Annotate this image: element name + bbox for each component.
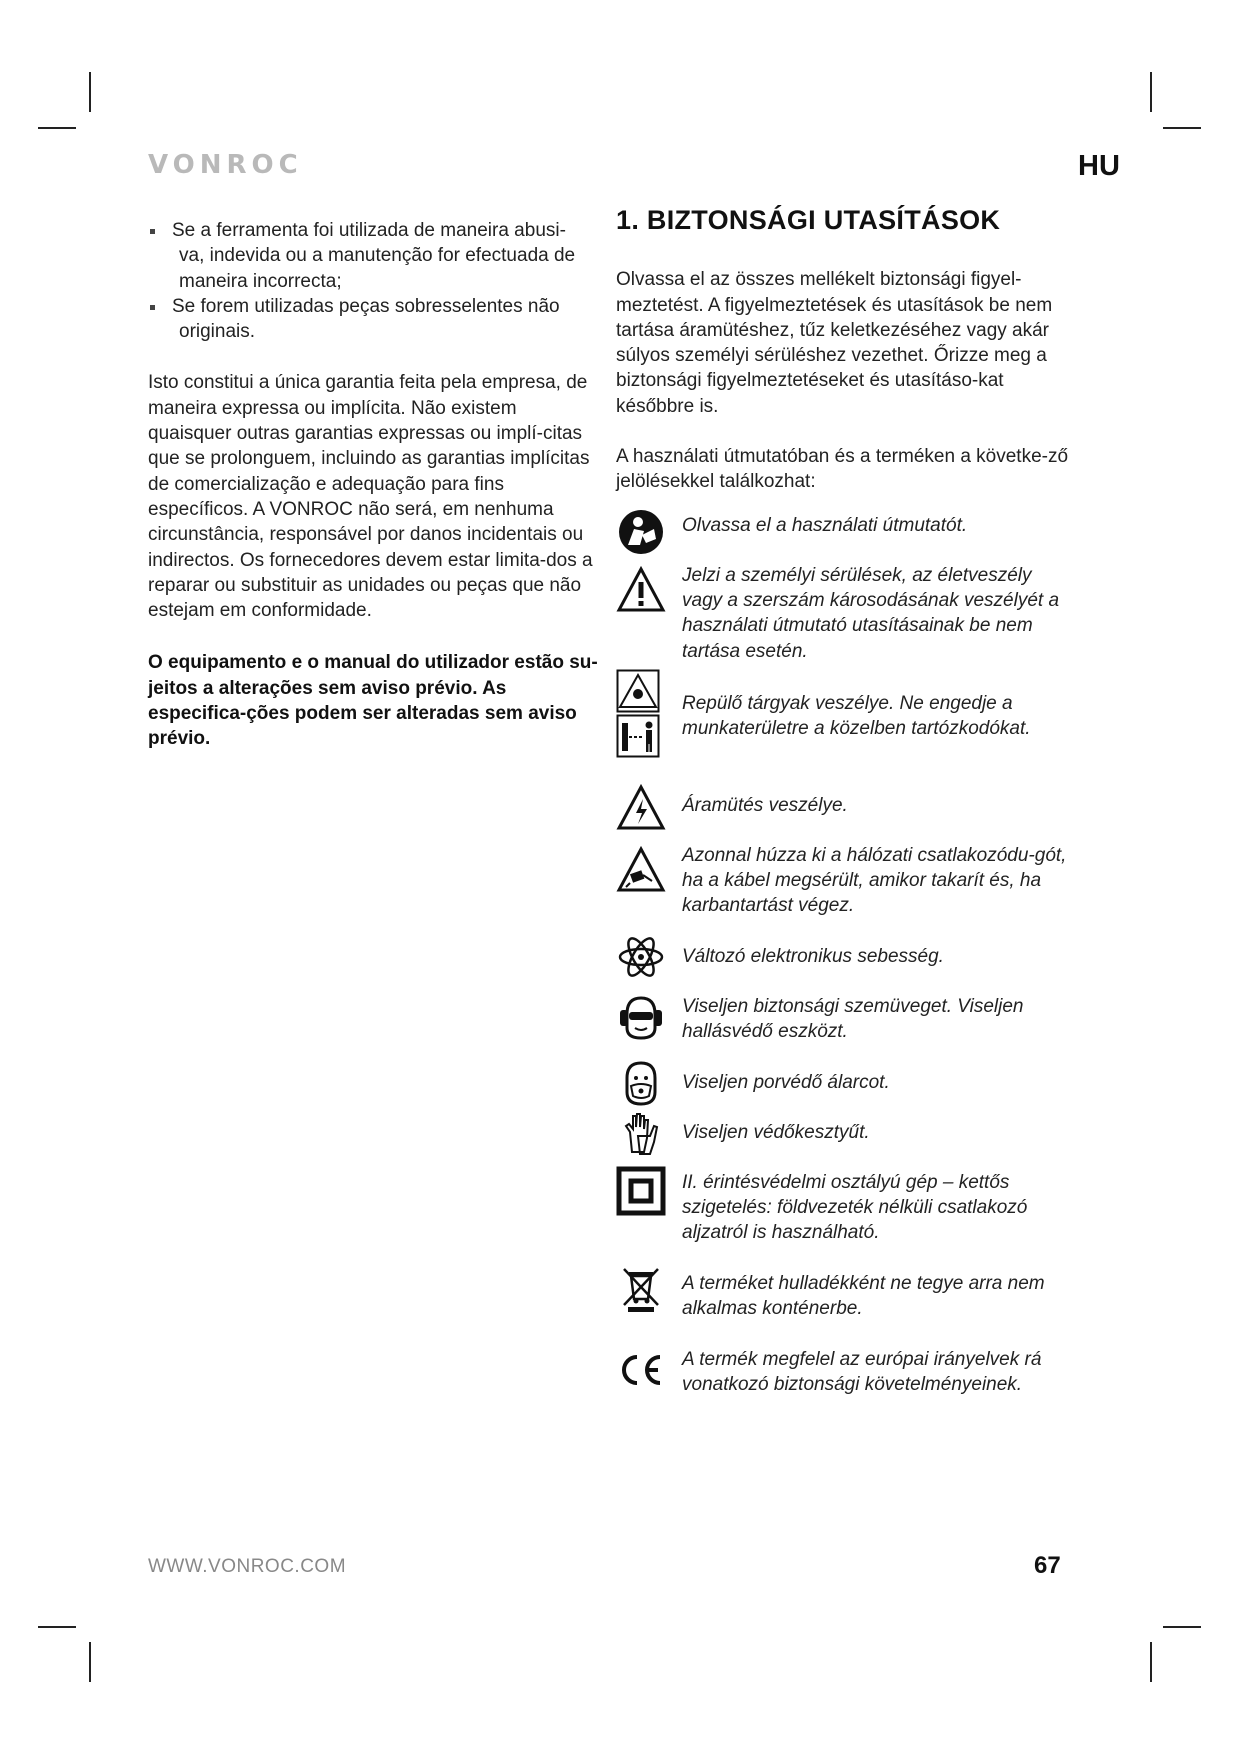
language-code: HU (1078, 150, 1120, 182)
symbol-description: Áramütés veszélye. (682, 794, 848, 816)
bullet-continuation: va, indevida ou a manutenção for efectuada de maneira incorrecta; (179, 245, 576, 292)
bullet-continuation: originais. (179, 321, 256, 343)
intro-paragraph-2: A használati útmutatóban és a terméken a követke-ző jelölésekkel találkozhat: (616, 446, 1069, 493)
goggles-earmuffs-icon (616, 992, 666, 1042)
symbol-description: Jelzi a személyi sérülések, az életveszély vagy a szerszám károsodásának veszélyét a használati útmutató utasításainak be nem tartása esetén. (682, 564, 1060, 662)
page-number: 67 (1034, 1552, 1061, 1579)
crop-mark (38, 127, 76, 129)
symbol-description: Viseljen porvédő álarcot. (682, 1071, 890, 1093)
symbol-description: Változó elektronikus sebesség. (682, 945, 944, 967)
weee-bin-icon (616, 1263, 666, 1313)
crop-mark (1150, 72, 1152, 112)
intro-paragraph: Olvassa el az összes mellékelt biztonsági figyel-meztetést. A figyelmeztetések és utasítások be nem tartása áramütéshez, tűz keletkezéséhez vagy akár súlyos személyi sérüléshez vezethet. Őrizze meg a biztonsági figyelmeztetéseket és utasításo-kat későbbre is. (616, 269, 1053, 417)
brand-logo: VONROC (148, 150, 303, 180)
electric-shock-icon (616, 783, 666, 833)
symbol-description: Azonnal húzza ki a hálózati csatlakozódu-gót, ha a kábel megsérült, amikor takarít és, ha karbantartást végez. (682, 844, 1067, 917)
unplug-icon (616, 845, 666, 895)
symbol-description: A terméket hulladékként ne tegye arra nem alkalmas konténerbe. (682, 1272, 1045, 1319)
change-notice: O equipamento e o manual do utilizador estão su-jeitos a alterações sem aviso prévio. As especifica-ções podem ser alteradas sem aviso prévio. (148, 652, 598, 750)
crop-mark (1163, 127, 1201, 129)
section-title: 1. BIZTONSÁGI UTASÍTÁSOK (616, 205, 1001, 235)
warranty-exclusions-list (148, 218, 598, 344)
warranty-paragraph: Isto constitui a única garantia feita pela empresa, de maneira expressa ou implícita. Não existem quaisquer outras garantias expressas ou implí-citas que se prolonguem, incluindo as garantias implícitas de comercialização e adequação para fins específicos. A VONROC não será, em nenhuma circunstância, responsável por danos incidentais ou indirectos. Os fornecedores devem estar limita-dos a reparar ou substituir as unidades ou peças que não estejam em conformidade. (148, 372, 593, 622)
gloves-icon (616, 1108, 666, 1158)
double-insulation-icon (616, 1166, 666, 1216)
warning-triangle-icon (616, 565, 666, 615)
variable-speed-icon (616, 932, 666, 982)
bullet-line: Se a ferramenta foi utilizada de maneira abusi- (172, 220, 566, 241)
crop-mark (89, 1642, 91, 1682)
symbol-description: Viseljen védőkesztyűt. (682, 1121, 870, 1143)
dust-mask-icon (616, 1058, 666, 1108)
right-column (616, 205, 1076, 1395)
crop-mark (1163, 1626, 1201, 1628)
list-item (148, 218, 598, 294)
symbol-description: Viseljen biztonsági szemüveget. Viseljen hallásvédő eszközt. (682, 995, 1024, 1042)
crop-mark (89, 72, 91, 112)
flying-objects-icon (616, 669, 666, 759)
symbol-description: II. érintésvédelmi osztályú gép – kettős szigetelés: földvezeték nélküli csatlakozó aljzatról is használható. (682, 1171, 1028, 1244)
crop-mark (1150, 1642, 1152, 1682)
symbol-description: Repülő tárgyak veszélye. Ne engedje a munkaterületre a közelben tartózkodókat. (682, 692, 1031, 739)
crop-mark (38, 1626, 76, 1628)
footer-url: WWW.VONROC.COM (148, 1556, 347, 1577)
symbol-description: A termék megfelel az európai irányelvek rá vonatkozó biztonsági követelményeinek. (682, 1348, 1042, 1395)
ce-mark-icon (616, 1345, 666, 1395)
left-column (148, 218, 598, 752)
bullet-line: Se forem utilizadas peças sobresselentes não (172, 295, 560, 317)
read-manual-icon (616, 507, 666, 557)
list-item (148, 294, 598, 345)
symbol-description: Olvassa el a használati útmutatót. (682, 514, 968, 536)
